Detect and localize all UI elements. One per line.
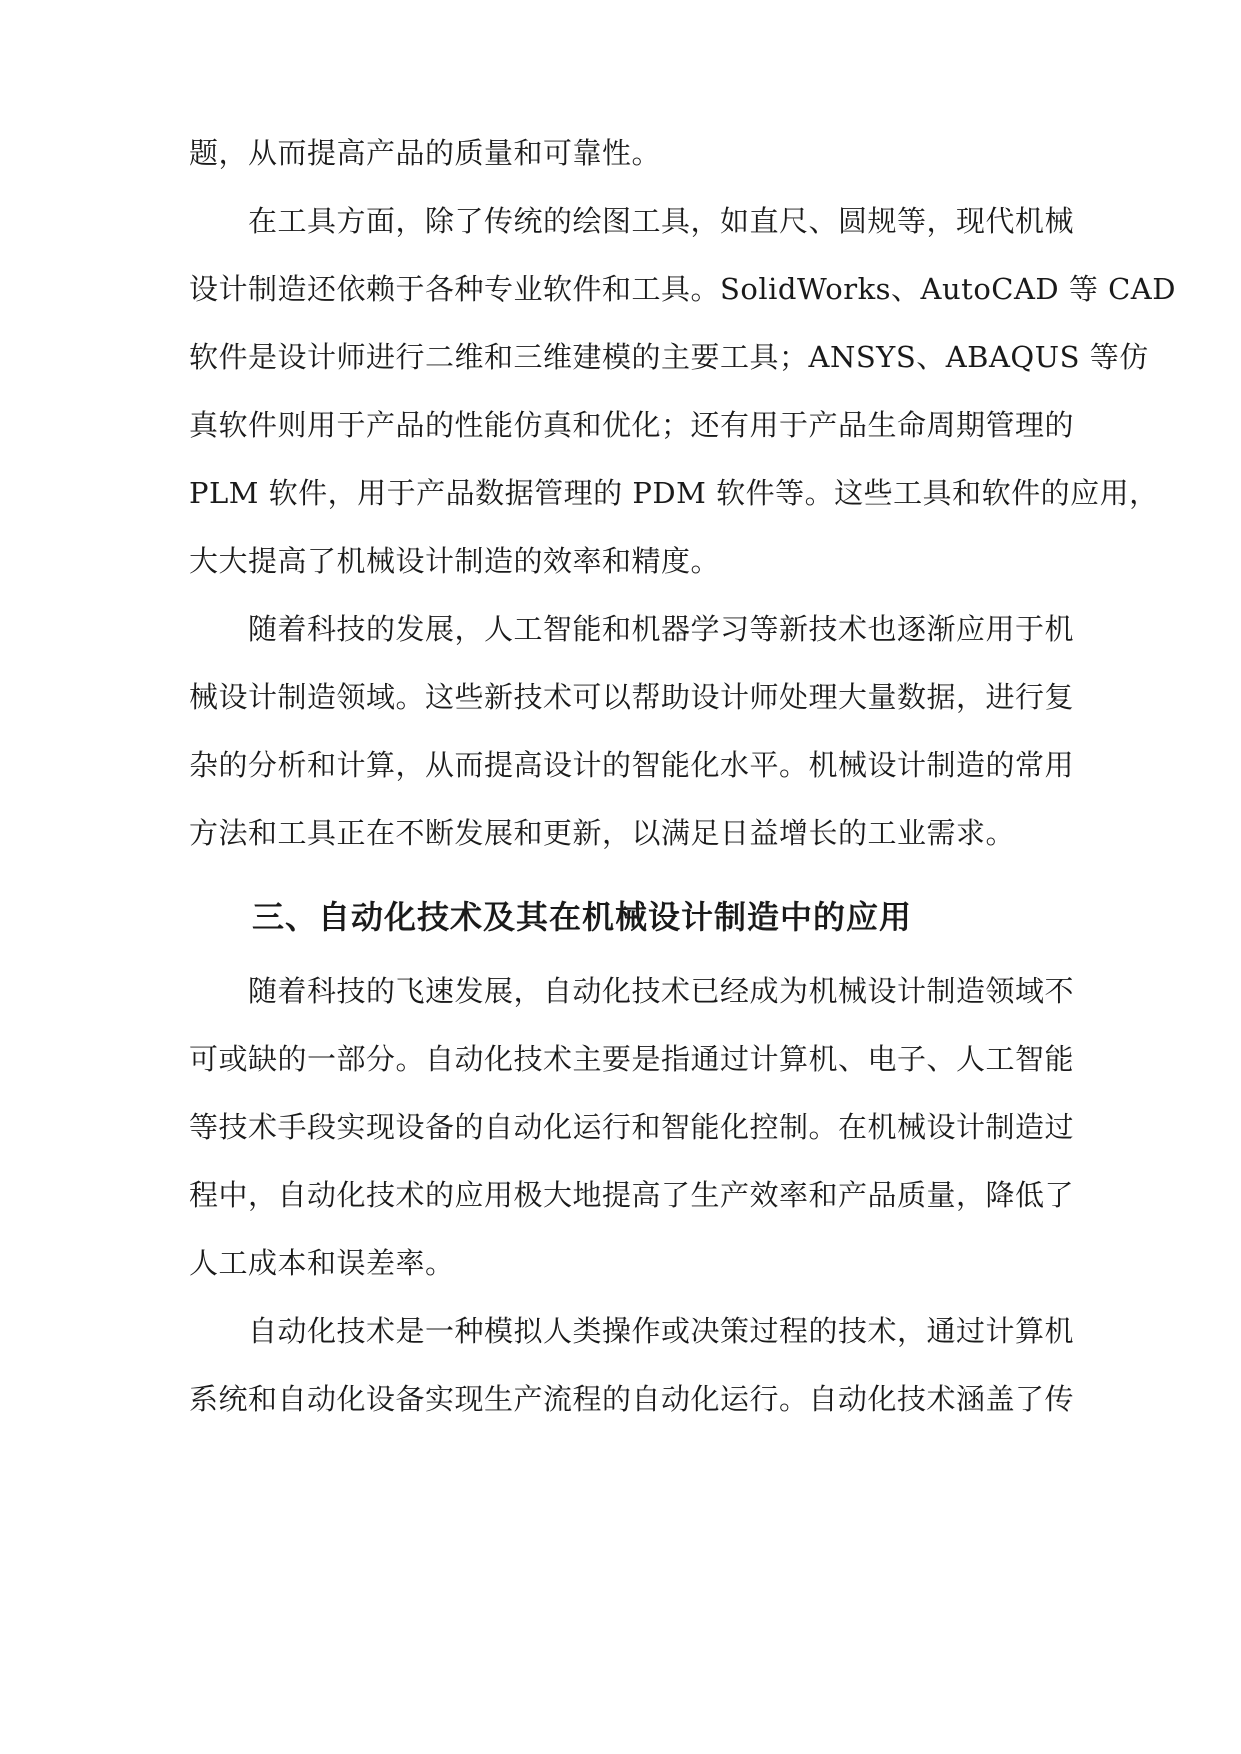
paragraph-4-line-5: 人工成本和误差率。: [189, 1246, 455, 1280]
paragraph-4-line-4: 程中，自动化技术的应用极大地提高了生产效率和产品质量，降低了: [189, 1178, 1075, 1212]
paragraph-2-line-6: 大大提高了机械设计制造的效率和精度。: [189, 544, 721, 578]
paragraph-2-line-4: 真软件则用于产品的性能仿真和优化；还有用于产品生命周期管理的: [189, 408, 1075, 442]
paragraph-3-line-1: 随着科技的发展，人工智能和机器学习等新技术也逐渐应用于机: [248, 612, 1075, 646]
paragraph-2-line-2: 设计制造还依赖于各种专业软件和工具。SolidWorks、AutoCAD 等 CAD: [189, 272, 1176, 306]
paragraph-3-line-2: 械设计制造领域。这些新技术可以帮助设计师处理大量数据，进行复: [189, 680, 1075, 714]
paragraph-3-line-3: 杂的分析和计算，从而提高设计的智能化水平。机械设计制造的常用: [189, 748, 1075, 782]
paragraph-3-line-4: 方法和工具正在不断发展和更新，以满足日益增长的工业需求。: [189, 816, 1016, 850]
section-heading: 三、自动化技术及其在机械设计制造中的应用: [252, 898, 913, 936]
paragraph-5-line-1: 自动化技术是一种模拟人类操作或决策过程的技术，通过计算机: [248, 1314, 1075, 1348]
paragraph-4-line-1: 随着科技的飞速发展，自动化技术已经成为机械设计制造领域不: [248, 974, 1075, 1008]
paragraph-4-line-3: 等技术手段实现设备的自动化运行和智能化控制。在机械设计制造过: [189, 1110, 1075, 1144]
paragraph-2-line-5: PLM 软件，用于产品数据管理的 PDM 软件等。这些工具和软件的应用，: [189, 476, 1159, 510]
paragraph-4-line-2: 可或缺的一部分。自动化技术主要是指通过计算机、电子、人工智能: [189, 1042, 1075, 1076]
paragraph-5-line-2: 系统和自动化设备实现生产流程的自动化运行。自动化技术涵盖了传: [189, 1382, 1075, 1416]
paragraph-1-line-1: 题，从而提高产品的质量和可靠性。: [189, 136, 662, 170]
paragraph-2-line-3: 软件是设计师进行二维和三维建模的主要工具；ANSYS、ABAQUS 等仿: [189, 340, 1149, 374]
paragraph-2-line-1: 在工具方面，除了传统的绘图工具，如直尺、圆规等，现代机械: [248, 204, 1075, 238]
